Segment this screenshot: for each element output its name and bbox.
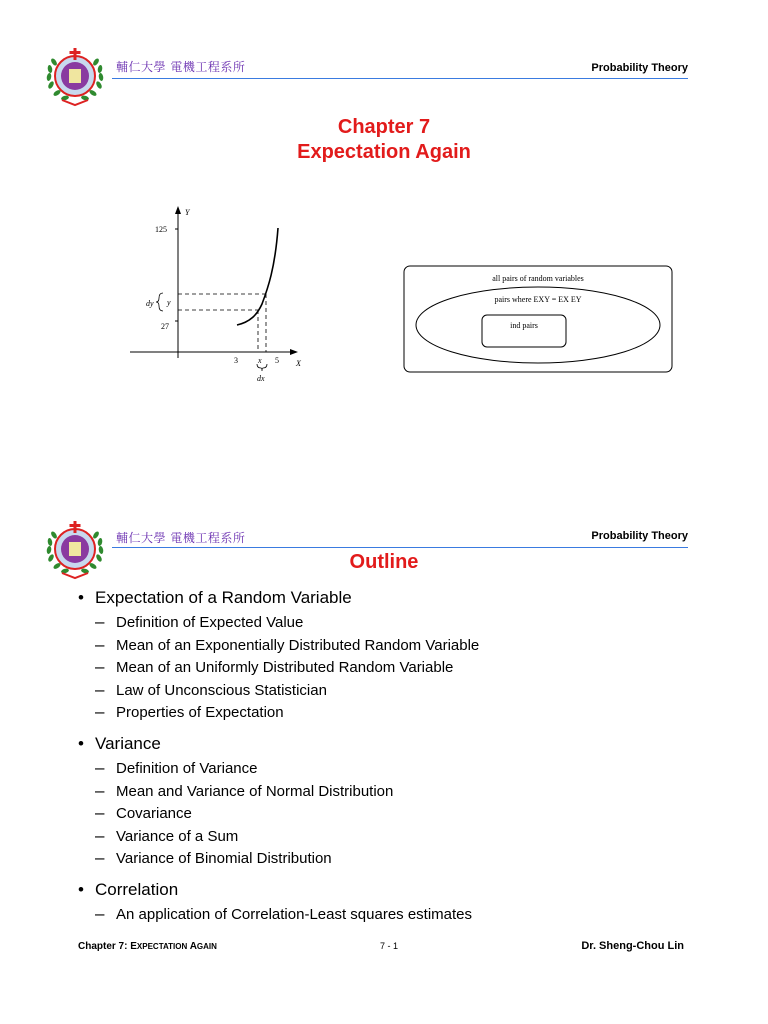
y-tick-125: 125 xyxy=(155,225,167,234)
dash-icon: – xyxy=(95,848,105,868)
subtopic-item xyxy=(78,781,698,804)
dash-icon: – xyxy=(95,803,105,823)
inner-label: ind pairs xyxy=(510,321,538,330)
subtopic-item xyxy=(78,803,698,826)
bullet-icon: • xyxy=(78,588,84,607)
topic-item xyxy=(78,879,698,901)
dash-icon: – xyxy=(95,679,105,699)
subtopic-item xyxy=(78,826,698,849)
topic-label: Expectation of a Random Variable xyxy=(95,588,352,607)
page-number: 7 - 1 xyxy=(380,941,399,951)
subtopic-item xyxy=(78,635,698,658)
x-axis-label: X xyxy=(296,359,301,368)
dx-brace xyxy=(257,364,267,371)
footer-chapter-prefix: Chapter 7: E xyxy=(78,941,137,952)
subtopic-label: Variance of a Sum xyxy=(116,827,239,845)
footer-chapter-mid: A xyxy=(187,941,197,952)
footer-chapter-word1: XPECTATION xyxy=(136,942,188,951)
y-tick-27: 27 xyxy=(161,322,169,331)
random-variable-pairs-diagram xyxy=(403,265,673,373)
subtopic-label: Definition of Variance xyxy=(116,759,258,777)
course-name: Probability Theory xyxy=(591,62,688,74)
topic-item xyxy=(78,733,698,755)
topic-item xyxy=(78,587,698,609)
dash-icon: – xyxy=(95,657,105,677)
subtopic-list xyxy=(78,904,698,927)
subtopic-label: An application of Correlation-Least squares estimates xyxy=(116,905,473,923)
course-name: Probability Theory xyxy=(591,530,688,542)
footer-chapter-word2: GAIN xyxy=(196,942,217,951)
cubic-function-figure xyxy=(130,198,310,393)
chapter-number: Chapter 7 xyxy=(337,116,431,138)
subtopic-item xyxy=(78,612,698,635)
subtopic-label: Law of Unconscious Statistician xyxy=(116,681,327,699)
chapter-title: Expectation Again xyxy=(297,141,471,163)
x-tick-5: 5 xyxy=(275,356,279,365)
subtopic-label: Definition of Expected Value xyxy=(116,614,304,631)
x-tick-3: 3 xyxy=(234,356,238,365)
dash-icon: – xyxy=(95,757,105,777)
subtopic-item xyxy=(78,680,698,703)
x-axis-arrow xyxy=(290,349,298,355)
subtopic-label: Covariance xyxy=(116,805,192,823)
dash-icon: – xyxy=(95,612,105,631)
bullet-icon: • xyxy=(78,879,84,899)
dash-icon: – xyxy=(95,903,105,923)
outline-title: Outline xyxy=(349,551,419,573)
subtopic-item xyxy=(78,702,698,725)
topic-label: Variance xyxy=(95,733,161,753)
slide-chapter-title xyxy=(0,0,768,500)
slide-outline xyxy=(0,505,768,1024)
outline-list xyxy=(78,587,698,927)
y-label: y xyxy=(167,298,171,307)
outer-label: all pairs of random variables xyxy=(492,274,584,283)
subtopic-item xyxy=(78,848,698,871)
dash-icon: – xyxy=(95,634,105,654)
subtopic-label: Variance of Binomial Distribution xyxy=(116,850,332,868)
topic-label: Correlation xyxy=(95,879,179,899)
dash-icon: – xyxy=(95,825,105,845)
subtopic-item xyxy=(78,657,698,680)
school-name: 輔仁大學 電機工程系所 xyxy=(116,60,246,74)
subtopic-label: Mean and Variance of Normal Distribution xyxy=(116,782,394,800)
subtopic-item xyxy=(78,758,698,781)
dash-icon: – xyxy=(95,780,105,800)
y-axis-label: Y xyxy=(185,208,190,217)
school-name: 輔仁大學 電機工程系所 xyxy=(116,531,246,545)
subtopic-item xyxy=(78,904,698,927)
subtopic-label: Mean of an Exponentially Distributed Random Variable xyxy=(116,636,480,654)
author-name: Dr. Sheng-Chou Lin xyxy=(581,940,684,952)
header-divider xyxy=(112,78,688,79)
subtopic-label: Mean of an Uniformly Distributed Random Variable xyxy=(116,659,454,677)
footer-chapter xyxy=(78,941,217,952)
subtopic-label: Properties of Expectation xyxy=(116,704,284,722)
cubic-curve xyxy=(237,228,278,325)
dy-brace xyxy=(156,293,163,311)
dash-icon: – xyxy=(95,702,105,722)
dx-label: dx xyxy=(257,374,265,383)
bullet-icon: • xyxy=(78,733,84,753)
university-seal-icon xyxy=(44,45,106,107)
subtopic-list xyxy=(78,612,698,725)
y-axis-arrow xyxy=(175,206,181,214)
dy-label: dy xyxy=(146,299,154,308)
inner-box xyxy=(482,315,566,347)
x-tick-x: x xyxy=(258,356,262,365)
subtopic-list xyxy=(78,758,698,871)
middle-label: pairs where EXY = EX EY xyxy=(494,295,582,304)
header-divider xyxy=(112,547,688,548)
